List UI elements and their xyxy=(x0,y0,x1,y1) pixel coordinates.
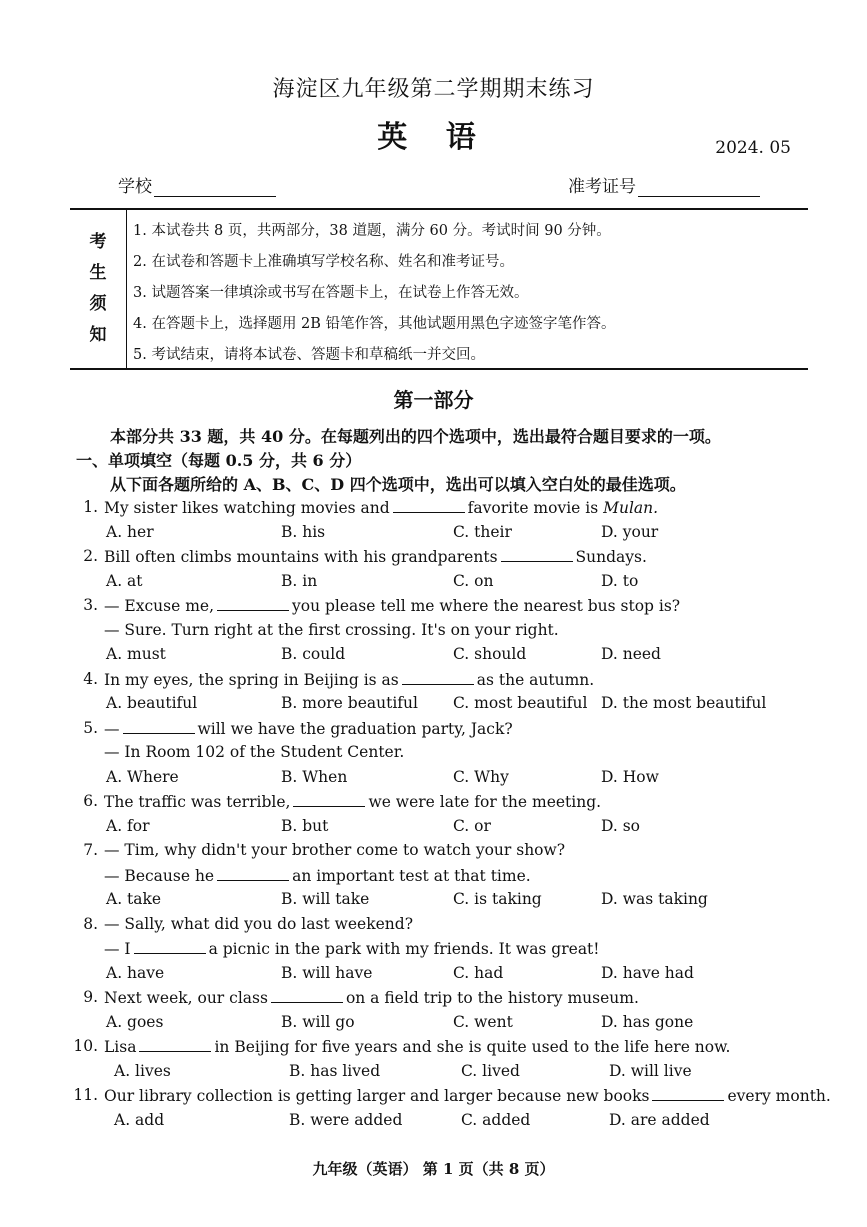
answer-blank xyxy=(217,596,289,611)
school-label: 学校 xyxy=(118,177,152,197)
part-title: 第一部分 xyxy=(393,388,474,412)
part-intro: 本部分共 33 题，共 40 分。在每题列出的四个选项中，选出最符合题目要求的一项。 xyxy=(110,427,721,446)
notice-heading-char: 生 xyxy=(89,263,107,283)
question-text xyxy=(104,1037,730,1056)
answer-option[interactable]: B. but xyxy=(281,816,329,835)
answer-blank xyxy=(293,792,365,807)
notice-item: 3. 试题答案一律填涂或书写在答题卡上，在试卷上作答无效。 xyxy=(133,285,529,301)
question-text xyxy=(104,719,513,738)
question-text-segment: Next week, our class xyxy=(104,989,268,1007)
answer-option[interactable]: D. so xyxy=(601,816,641,835)
exam-date: 2024. 05 xyxy=(715,138,791,158)
question-text xyxy=(104,621,559,639)
question-text xyxy=(104,792,601,811)
answer-option[interactable]: B. more beautiful xyxy=(281,694,418,712)
question-text-segment: we were late for the meeting. xyxy=(368,793,602,811)
question-number: 9. xyxy=(83,988,98,1006)
answer-option[interactable]: C. lived xyxy=(461,1061,520,1080)
question-text-segment: Mulan. xyxy=(603,499,659,517)
page-footer: 九年级（英语） 第 1 页（共 8 页） xyxy=(312,1160,555,1178)
notice-item: 5. 考试结束，请将本试卷、答题卡和草稿纸一并交回。 xyxy=(133,347,485,363)
answer-option[interactable]: A. add xyxy=(114,1110,165,1129)
answer-option[interactable]: B. will go xyxy=(281,1012,355,1031)
question-text-segment: My sister likes watching movies and xyxy=(104,499,390,517)
question-text-segment: Sundays. xyxy=(575,548,647,566)
answer-option[interactable]: C. had xyxy=(453,963,504,982)
question-text xyxy=(104,743,404,761)
question-text-segment: — xyxy=(104,719,120,738)
answer-option[interactable]: B. were added xyxy=(289,1110,403,1129)
question-text xyxy=(104,498,658,517)
question-text xyxy=(104,547,647,566)
answer-option[interactable]: A. lives xyxy=(114,1061,171,1080)
answer-option[interactable]: B. in xyxy=(281,571,318,590)
subject-title: 英 语 xyxy=(377,120,490,155)
answer-option[interactable]: B. has lived xyxy=(289,1061,381,1080)
answer-option[interactable]: D. has gone xyxy=(601,1012,694,1031)
question-number: 5. xyxy=(83,718,98,737)
question-number: 2. xyxy=(83,547,98,565)
question-text-segment: — In Room 102 of the Student Center. xyxy=(104,743,405,761)
question-text-segment: Our library collection is getting larger and larger because new books xyxy=(104,1087,650,1105)
question-text-segment: as the autumn. xyxy=(476,670,595,689)
question-text xyxy=(104,670,594,689)
exam-title: 海淀区九年级第二学期期末练习 xyxy=(272,77,595,102)
question-text-segment: on a field trip to the history museum. xyxy=(345,989,639,1007)
answer-option[interactable]: A. at xyxy=(106,571,143,590)
notice-heading-char: 知 xyxy=(89,325,107,345)
question-text-segment: an important test at that time. xyxy=(292,866,531,885)
answer-option[interactable]: B. his xyxy=(281,522,326,541)
answer-option[interactable]: D. need xyxy=(601,645,661,663)
answer-option[interactable]: C. went xyxy=(453,1012,513,1031)
question-text xyxy=(104,988,639,1007)
answer-option[interactable]: A. beautiful xyxy=(106,694,198,712)
question-text xyxy=(104,596,680,615)
question-number: 3. xyxy=(83,596,98,614)
answer-option[interactable]: D. are added xyxy=(609,1110,710,1129)
question-text xyxy=(104,866,531,885)
question-text-segment: — Because he xyxy=(104,866,215,885)
notice-item: 1. 本试卷共 8 页，共两部分，38 道题，满分 60 分。考试时间 90 分钟。 xyxy=(133,223,611,239)
question-text-segment: Bill often climbs mountains with his grandparents xyxy=(104,548,498,566)
answer-blank xyxy=(217,866,289,881)
answer-option[interactable]: B. When xyxy=(281,767,348,786)
question-number: 11. xyxy=(73,1086,98,1104)
exam-notice-box xyxy=(70,208,808,370)
answer-option[interactable]: D. the most beautiful xyxy=(601,694,767,712)
question-text-segment: — Sure. Turn right at the first crossing. It's on your right. xyxy=(104,620,559,639)
notice-list xyxy=(127,210,808,368)
answer-option[interactable]: B. will have xyxy=(281,963,373,982)
notice-item: 2. 在试卷和答题卡上准确填写学校名称、姓名和准考证号。 xyxy=(133,254,514,270)
answer-blank xyxy=(134,939,206,954)
answer-blank xyxy=(271,988,343,1003)
answer-blank xyxy=(123,719,195,734)
notice-heading xyxy=(70,210,127,368)
answer-option[interactable]: C. or xyxy=(453,816,491,835)
answer-option[interactable]: A. Where xyxy=(106,767,179,786)
answer-blank xyxy=(139,1037,211,1052)
answer-option[interactable]: D. have had xyxy=(601,963,694,982)
answer-option[interactable]: B. could xyxy=(281,645,346,663)
exam-id-blank[interactable] xyxy=(638,178,760,197)
school-blank[interactable] xyxy=(154,178,276,197)
answer-blank xyxy=(402,670,474,685)
question-text-segment: The traffic was terrible, xyxy=(104,793,291,811)
answer-blank xyxy=(501,547,573,562)
answer-option[interactable]: A. her xyxy=(106,522,154,541)
question-text-segment: In my eyes, the spring in Beijing is as xyxy=(104,670,399,689)
answer-option[interactable]: A. have xyxy=(106,963,165,982)
notice-heading-char: 考 xyxy=(89,232,107,252)
answer-option[interactable]: C. should xyxy=(453,645,527,663)
answer-option[interactable]: A. for xyxy=(106,816,150,835)
section-title: 一、单项填空（每题 0.5 分，共 6 分） xyxy=(76,451,362,470)
school-field[interactable] xyxy=(118,172,276,197)
question-text-segment: will we have the graduation party, Jack? xyxy=(197,719,513,738)
answer-option[interactable]: C. Why xyxy=(453,767,509,786)
question-text-segment: — Tim, why didn't your brother come to watch your show? xyxy=(104,841,566,859)
question-text-segment: — I xyxy=(104,940,131,958)
question-text-segment: favorite movie is xyxy=(467,499,599,517)
question-text-segment: Lisa xyxy=(104,1038,137,1056)
question-number: 4. xyxy=(83,669,98,688)
answer-blank xyxy=(393,498,465,513)
question-text-segment: every month. xyxy=(727,1087,831,1105)
answer-option[interactable]: C. their xyxy=(453,522,512,541)
question-text-segment: — Excuse me, xyxy=(104,597,214,615)
answer-option[interactable]: D. to xyxy=(601,571,639,590)
answer-option[interactable]: C. is taking xyxy=(453,890,542,908)
answer-option[interactable]: A. take xyxy=(106,890,162,908)
answer-option[interactable]: C. added xyxy=(461,1110,531,1129)
answer-blank xyxy=(652,1086,724,1101)
answer-option[interactable]: D. How xyxy=(601,767,659,786)
answer-option[interactable]: C. on xyxy=(453,571,494,590)
question-text xyxy=(104,1086,831,1105)
notice-heading-char: 须 xyxy=(89,294,107,314)
question-text-segment: in Beijing for five years and she is quite used to the life here now. xyxy=(214,1038,731,1056)
question-text-segment: — Sally, what did you do last weekend? xyxy=(104,914,414,933)
question-text-segment: you please tell me where the nearest bus stop is? xyxy=(292,597,681,615)
answer-option[interactable]: D. your xyxy=(601,522,659,541)
question-text xyxy=(104,939,600,958)
section-instruction: 从下面各题所给的 A、B、C、D 四个选项中，选出可以填入空白处的最佳选项。 xyxy=(110,475,686,494)
exam-id-label: 准考证号 xyxy=(568,177,636,197)
question-text xyxy=(104,841,565,859)
question-number: 8. xyxy=(83,914,98,933)
answer-option[interactable]: D. was taking xyxy=(601,890,708,908)
question-text xyxy=(104,915,413,933)
question-number: 6. xyxy=(83,792,98,810)
question-text-segment: a picnic in the park with my friends. It was great! xyxy=(208,940,600,958)
question-number: 7. xyxy=(83,841,98,859)
answer-option[interactable]: C. most beautiful xyxy=(453,694,588,712)
answer-option[interactable]: B. will take xyxy=(281,890,370,908)
answer-option[interactable]: A. must xyxy=(106,645,166,663)
exam-id-field[interactable] xyxy=(568,172,760,197)
question-number: 10. xyxy=(73,1037,98,1055)
notice-item: 4. 在答题卡上，选择题用 2B 铅笔作答，其他试题用黑色字迹签字笔作答。 xyxy=(133,316,616,332)
answer-option[interactable]: D. will live xyxy=(609,1061,692,1080)
answer-option[interactable]: A. goes xyxy=(106,1012,164,1031)
question-number: 1. xyxy=(83,498,98,516)
